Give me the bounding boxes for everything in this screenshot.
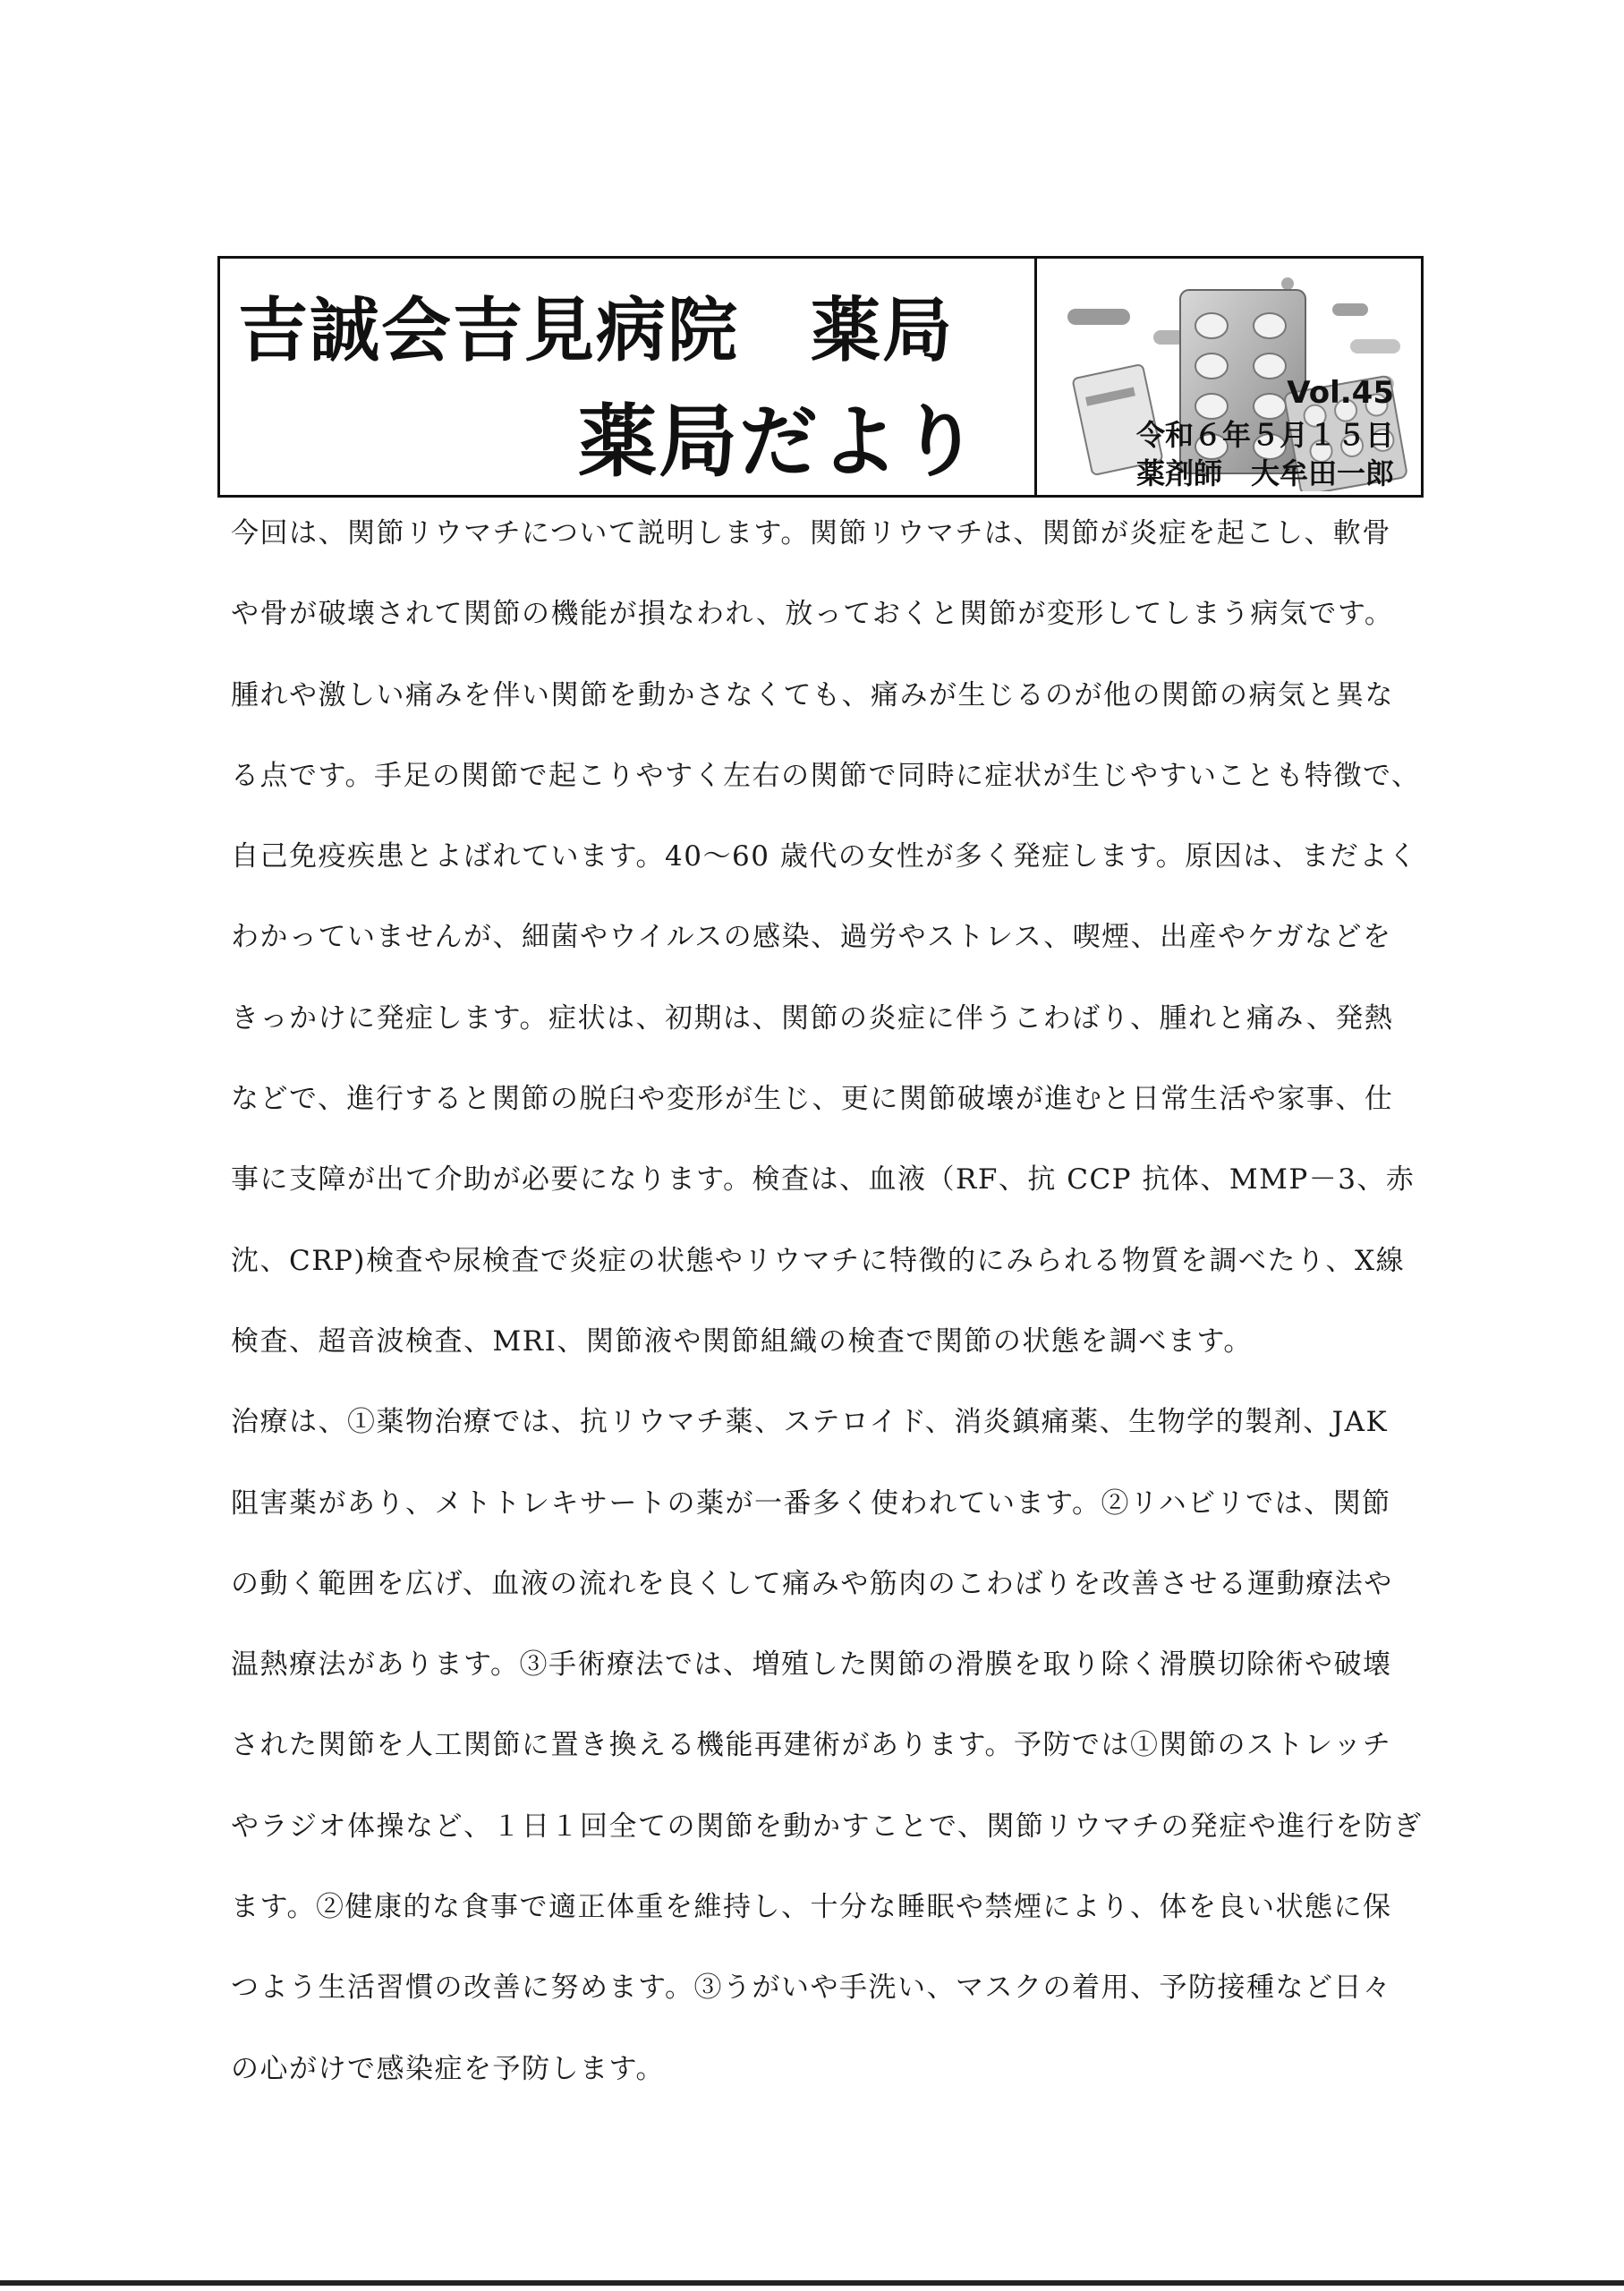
- body-line: された関節を人工関節に置き換える機能再建術があります。予防では①関節のストレッチ: [231, 1729, 1392, 1762]
- header-info-panel: [1037, 259, 1421, 495]
- body-line: わかっていませんが、細菌やウイルスの感染、過労やストレス、喫煙、出産やケガなどを: [231, 921, 1392, 954]
- body-line: 腫れや激しい痛みを伴い関節を動かさなくても、痛みが生じるのが他の関節の病気と異な: [231, 678, 1394, 711]
- body-line: ます。②健康的な食事で適正体重を維持し、十分な睡眠や禁煙により、体を良い状態に保: [231, 1891, 1392, 1924]
- body-line: る点です。手足の関節で起こりやすく左右の関節で同時に症状が生じやすいことも特徴で、: [231, 759, 1421, 792]
- issue-number: Vol.45: [1287, 375, 1394, 411]
- body-line: 温熱療法があります。③手術療法では、増殖した関節の滑膜を取り除く滑膜切除術や破壊: [231, 1648, 1392, 1682]
- hospital-name: 吉誠会吉見病院 薬局: [238, 291, 955, 371]
- body-line: 検査、超音波検査、MRI、関節液や関節組織の検査で関節の状態を調べます。: [231, 1324, 1253, 1358]
- body-line: の心がけで感染症を予防します。: [231, 2052, 666, 2085]
- body-line: やラジオ体操など、１日１回全ての関節を動かすことで、関節リウマチの発症や進行を防ぎ: [231, 1810, 1423, 1843]
- body-line: 事に支障が出て介助が必要になります。検査は、血液（RF、抗 CCP 抗体、MMP－3、赤: [231, 1163, 1416, 1197]
- body-line: 今回は、関節リウマチについて説明します。関節リウマチは、関節が炎症を起こし、軟骨: [231, 517, 1391, 549]
- article-body: [231, 506, 1423, 2122]
- body-line: の動く範囲を広げ、血液の流れを良くして痛みや筋肉のこわばりを改善させる運動療法や: [231, 1567, 1393, 1600]
- author-name: 薬剤師 大牟田一郎: [1135, 456, 1394, 490]
- body-line: きっかけに発症します。症状は、初期は、関節の炎症に伴うこわばり、腫れと痛み、発熱: [231, 1001, 1394, 1035]
- body-line: つよう生活習慣の改善に努めます。③うがいや手洗い、マスクの着用、予防接種など日々: [231, 1972, 1392, 2005]
- header-title-panel: [220, 259, 1037, 495]
- body-line: 自己免疫疾患とよばれています。40～60 歳代の女性が多く発症します。原因は、まだよく: [231, 840, 1418, 873]
- issue-date: 令和６年５月１５日: [1135, 418, 1394, 452]
- body-line: 阻害薬があり、メトトレキサートの薬が一番多く使われています。②リハビリでは、関節: [231, 1486, 1391, 1520]
- body-line: などで、進行すると関節の脱臼や変形が生じ、更に関節破壊が進むと日常生活や家事、仕: [231, 1083, 1394, 1116]
- scan-edge-rule: [0, 2280, 1624, 2286]
- newsletter-header: [217, 256, 1424, 498]
- body-line: 治療は、①薬物治療では、抗リウマチ薬、ステロイド、消炎鎮痛薬、生物学的製剤、JAK: [231, 1406, 1389, 1439]
- body-line: や骨が破壊されて関節の機能が損なわれ、放っておくと関節が変形してしまう病気です。: [231, 598, 1394, 631]
- newsletter-title: 薬局だより: [577, 396, 981, 488]
- body-line: 沈、CRP)検査や尿検査で炎症の状態やリウマチに特徴的にみられる物質を調べたり、X線: [231, 1244, 1406, 1277]
